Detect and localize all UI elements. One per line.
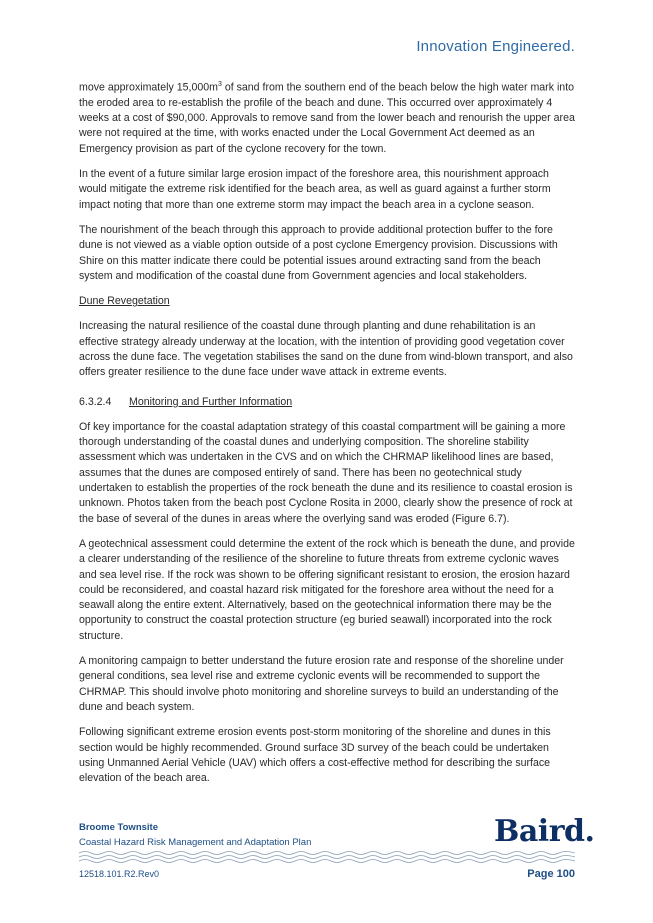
paragraph-4: Increasing the natural resilience of the coastal dune through planting and dune rehabilitation is an effective strategy already underway at the location, with the intention of providing good vegetation cover across the dune face. The vegetation stabilises the sand on the dune from wind-blown transport, and also offers greater resilience to the dune face under wave attack in extreme events. (79, 320, 573, 379)
paragraph-6: A geotechnical assessment could determine the extent of the rock which is beneath the dune, and provide a clearer understanding of the resilience of the shoreline to future threats from extreme cyclonic waves and sea level rise. If the rock was shown to be offering significant resistant to erosion, the erosion hazard could be reconsidered, and coastal hazard risk mitigated for the foreshore area without the need for a seawall along the entire extent. Alternatively, based on the geotechnical information there may be the opportunity to construct the coastal protection structure (eg buried seawall) incorporated into the rock structure. (79, 537, 575, 642)
paragraph-3: The nourishment of the beach through this approach to provide additional protection buffer to the fore dune is not viewed as a viable option outside of a post cyclone Emergency provision. Discussions with Shire on this matter indicate there could be potential issues around extracting sand from the beach system and modification of the coastal dune from Government agencies and local stakeholders. (79, 223, 558, 282)
paragraph-2: In the event of a future similar large erosion impact of the foreshore area, this nourishment approach would mitigate the extreme risk identified for the beach area, as well as guard against a further storm impact noting that more than one extreme storm may impact the beach area in a cyclone season. (79, 168, 551, 211)
wave-divider (79, 849, 575, 865)
paragraph-1-start: move approximately 15,000m (79, 81, 218, 94)
footer-project-subtitle: Coastal Hazard Risk Management and Adaptation Plan (79, 837, 312, 848)
section-number: 6.3.2.4 (79, 395, 112, 408)
section-heading (79, 395, 575, 410)
paragraph-5: Of key importance for the coastal adaptation strategy of this coastal compartment will be gaining a more thorough understanding of the coastal dunes and underlying composition. The shoreline stability assessment which was undertaken in the CVS and on which the CHRMAP likelihood lines are based, assumes that the dunes are composed entirely of sand. There has been no geotechnical study undertaken to establish the properties of the rock beneath the dune and its resilience to coastal erosion is unknown. Photos taken from the beach post Cyclone Rosita in 2000, clearly show the presence of rock at the base of several of the dunes in areas where the overlying sand was eroded (Figure 6.7). (79, 420, 573, 525)
superscript: 3 (217, 81, 222, 88)
document-code: 12518.101.R2.Rev0 (79, 869, 160, 879)
footer-project-title: Broome Townsite (79, 822, 158, 833)
paragraph-7: A monitoring campaign to better understand the future erosion rate and response of the shoreline under general conditions, sea level rise and extreme cyclonic events will be recommended to support the CHRMAP. This should involve photo monitoring and shoreline surveys to build an understanding of the dune and beach system. (79, 655, 564, 713)
header-tagline: Innovation Engineered. (416, 38, 575, 55)
paragraph-1-end: of sand from the southern end of the beach below the high water mark into the eroded area to re-establish the profile of the beach and dune. This occurred over approximately 4 weeks at a cost of $90,000. Approvals to remove sand from the lower beach and renourish the upper area were not required at the time, with works enacted under the Local Government Act deemed as an Emergency provision as part of the cyclone recovery for the town. (79, 81, 575, 155)
section-title: Monitoring and Further Information (129, 395, 293, 408)
page-number: Page 100 (527, 868, 575, 880)
baird-logo: Baird. (494, 814, 595, 849)
subheading-dune-revegetation: Dune Revegetation (79, 295, 170, 308)
paragraph-8: Following significant extreme erosion events post-storm monitoring of the shoreline and dunes in this section would be highly recommended. Ground surface 3D survey of the beach could be undertaken using Unmanned Aerial Vehicle (UAV) which offers a cost-effective method for describing the surface elevation of the beach area. (79, 726, 551, 785)
paragraph-1 (79, 77, 575, 157)
document-body (79, 77, 575, 796)
